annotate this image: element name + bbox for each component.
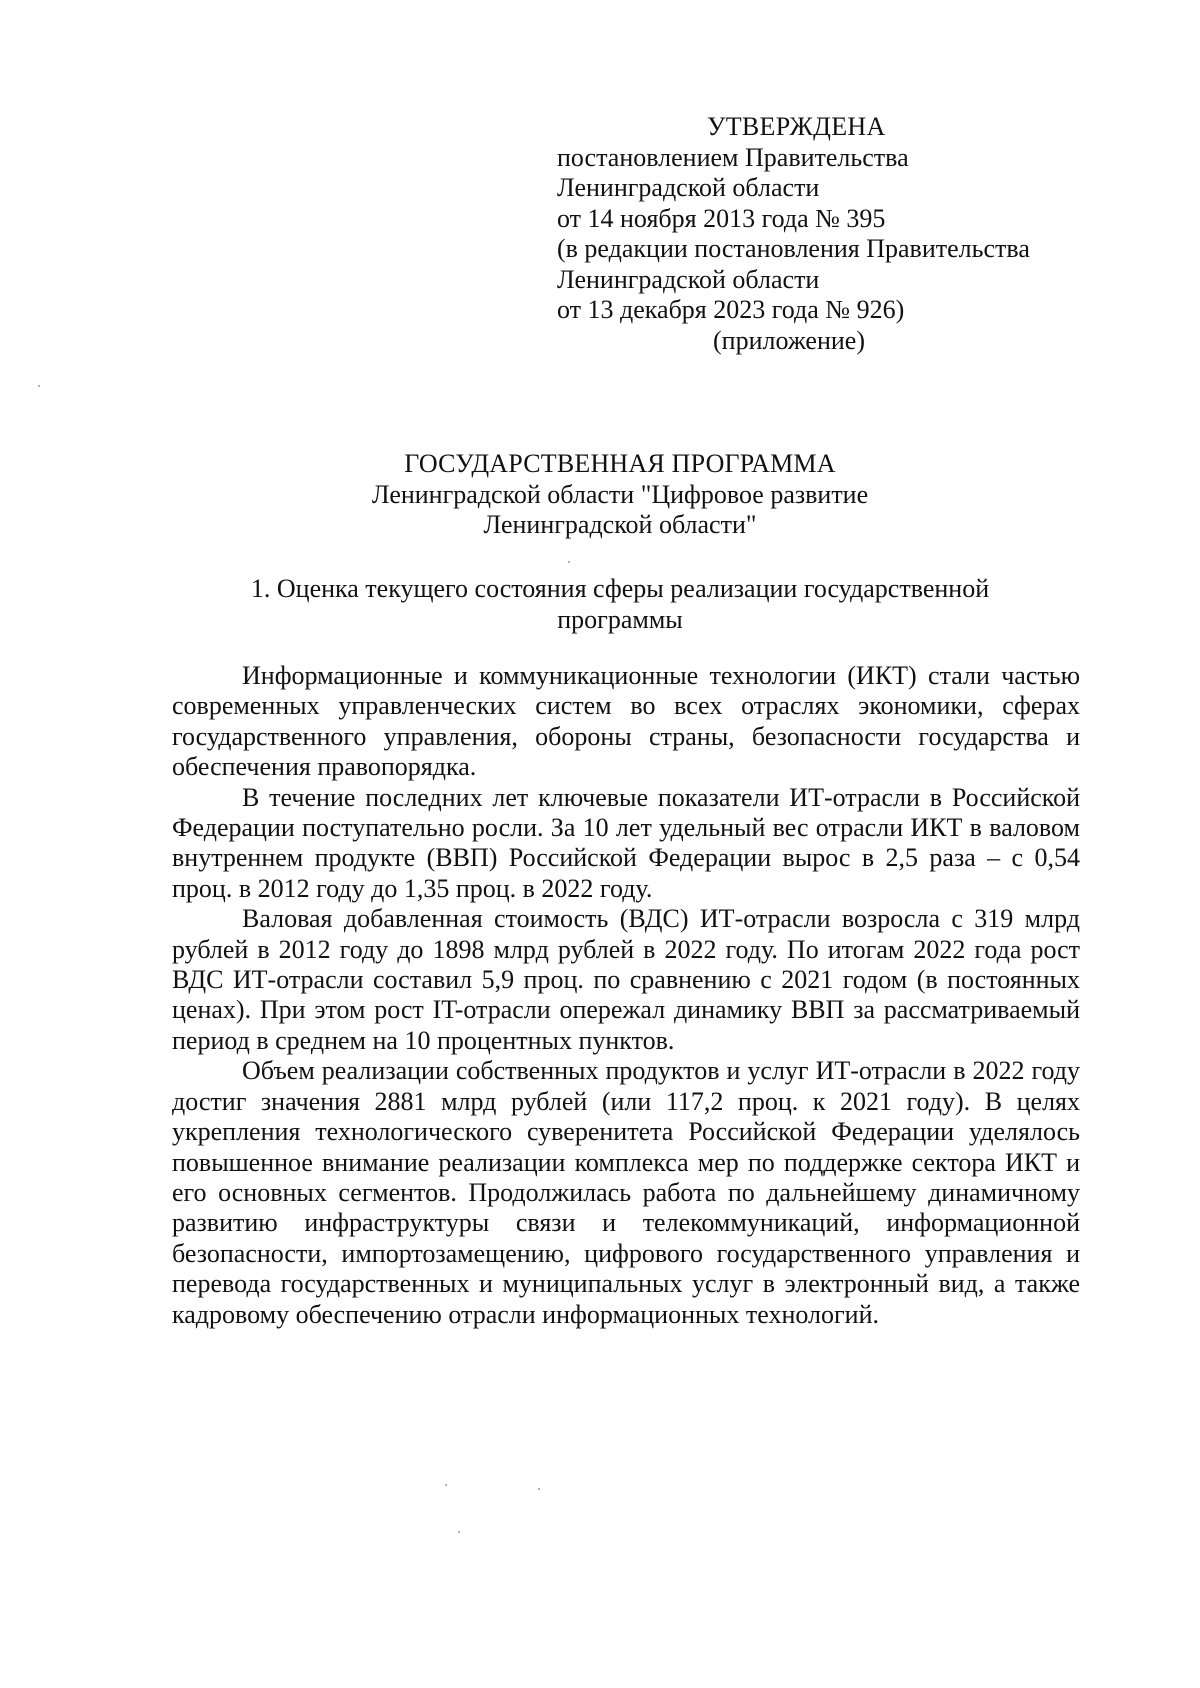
- section-heading-line-2: программы: [557, 604, 683, 634]
- approval-line-1: постановлением Правительства: [557, 142, 909, 172]
- scan-speck: [568, 561, 570, 563]
- section-heading: [170, 574, 1070, 635]
- paragraph-2: В течение последних лет ключевые показатели ИТ-отрасли в Российской Федерации поступательно росли. За 10 лет удельный вес отрасли ИКТ в валовом внутреннем продукте (ВВП) Российской Федерации вырос в 2,5 раза – с 0,54 проц. в 2012 году до 1,35 проц. в 2022 году.: [172, 782, 1080, 903]
- approval-line-2: Ленинградской области: [557, 173, 820, 202]
- approval-stamp: [557, 112, 1117, 356]
- paragraph-1: Информационные и коммуникационные технологии (ИКТ) стали частью современных управленческих систем во всех отраслях экономики, сферах государственного управления, обороны страны, безопасности государства и обеспечения правопорядка.: [172, 661, 1080, 782]
- paragraph-3: Валовая добавленная стоимость (ВДС) ИТ-отрасли возросла с 319 млрд рублей в 2012 году до 1898 млрд рублей в 2022 году. По итогам 2022 года рост ВДС ИТ-отрасли составил 5,9 проц. по сравнению с 2021 годом (в постоянных ценах). При этом рост IT-отрасли опережал динамику ВВП за рассматриваемый период в среднем на 10 процентных пунктов.: [172, 904, 1080, 1055]
- approval-line-4: (в редакции постановления Правительства: [557, 234, 1030, 263]
- section-body: [172, 661, 1080, 1330]
- scan-speck: [538, 1488, 540, 1490]
- program-subtitle-line-2: Ленинградской области": [483, 510, 757, 539]
- scan-speck: [458, 1531, 460, 1533]
- section-heading-line-1: 1. Оценка текущего состояния сферы реализации государственной: [250, 574, 990, 603]
- approval-line-5: Ленинградской области: [557, 264, 820, 294]
- approval-appendix: (приложение): [713, 325, 866, 355]
- scan-speck: [445, 1484, 447, 1486]
- program-subtitle-line-1: Ленинградской области "Цифровое развитие: [371, 479, 869, 509]
- scan-speck: [38, 385, 40, 387]
- approval-title: УТВЕРЖДЕНА: [707, 112, 886, 141]
- approval-line-6: от 13 декабря 2023 года № 926): [557, 295, 905, 324]
- approval-line-3: от 14 ноября 2013 года № 395: [557, 203, 886, 233]
- paragraph-4: Объем реализации собственных продуктов и услуг ИТ-отрасли в 2022 году достиг значения 2881 млрд рублей (или 117,2 проц. к 2021 году). В целях укрепления технологического суверенитета Российской Федерации уделялось повышенное внимание реализации комплекса мер по поддержке сектора ИКТ и его основных сегментов. Продолжилась работа по дальнейшему динамичному развитию инфраструктуры связи и телекоммуникаций, информационной безопасности, импортозамещению, цифрового государственного управления и перевода государственных и муниципальных услуг в электронный вид, а также кадровому обеспечению отрасли информационных технологий.: [172, 1056, 1080, 1329]
- program-title-block: [160, 449, 1080, 541]
- program-title: ГОСУДАРСТВЕННАЯ ПРОГРАММА: [404, 449, 836, 478]
